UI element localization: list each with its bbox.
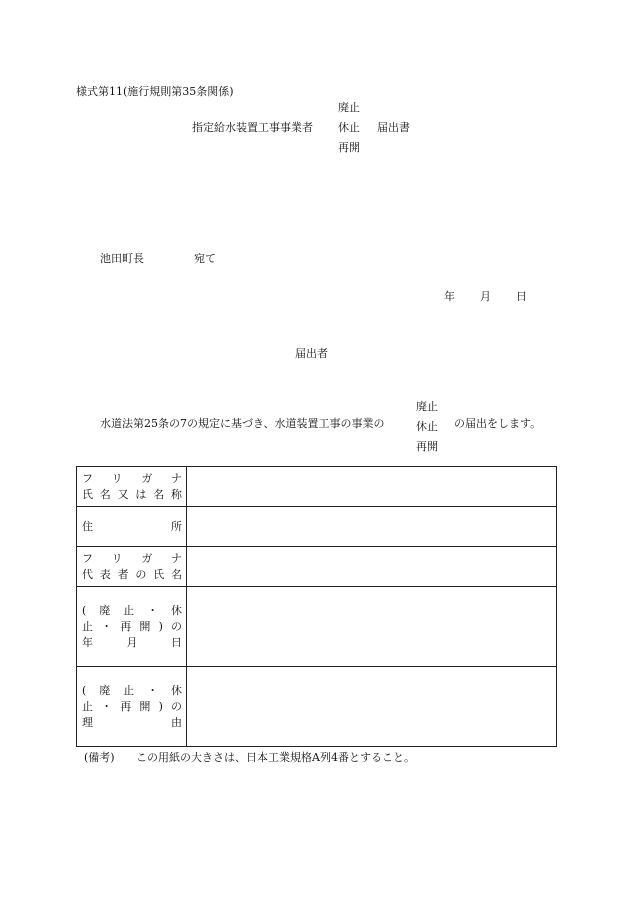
label-char: ( — [82, 603, 87, 617]
addressee-honorific: 宛て — [194, 252, 216, 265]
label-char: ・ — [147, 603, 159, 617]
label-char: 又 — [117, 487, 129, 501]
label-line — [82, 519, 182, 535]
furigana-name-label — [77, 467, 187, 507]
name-value-cell[interactable] — [187, 467, 557, 507]
label-char: ) — [158, 699, 163, 713]
label-char: 者 — [117, 567, 129, 581]
label-char: 開 — [139, 619, 151, 633]
note-label: (備考) — [84, 751, 115, 764]
title-suffix: 届出書 — [377, 121, 410, 134]
table-row — [77, 547, 557, 587]
label-char: 氏 — [82, 487, 93, 501]
label-char: ガ — [141, 551, 153, 565]
label-line — [82, 551, 182, 567]
date-day-label: 日 — [516, 290, 527, 303]
label-char: 再 — [120, 619, 132, 633]
label-char: リ — [111, 551, 123, 565]
change-reason-value-cell[interactable] — [187, 667, 557, 747]
label-line — [82, 603, 182, 619]
table-row — [77, 467, 557, 507]
label-char: ガ — [141, 471, 153, 485]
title-option-haishi: 廃止 — [338, 101, 360, 114]
applicant-label: 届出者 — [295, 347, 328, 360]
notification-table — [76, 466, 557, 747]
label-char: ・ — [147, 683, 159, 697]
statement-option-saikai: 再開 — [416, 440, 438, 453]
representative-value-cell[interactable] — [187, 547, 557, 587]
label-char: 休 — [170, 603, 182, 617]
label-line — [82, 471, 182, 487]
label-char: 表 — [99, 567, 111, 581]
label-line — [82, 619, 182, 635]
label-char: 休 — [170, 683, 182, 697]
label-line — [82, 635, 182, 651]
label-char: ナ — [170, 551, 182, 565]
label-char: 月 — [126, 635, 138, 649]
label-char: 名 — [153, 487, 165, 501]
label-char: 年 — [82, 635, 93, 649]
label-char: 名 — [99, 487, 111, 501]
label-char: 廃 — [99, 683, 111, 697]
label-char: 称 — [170, 487, 182, 501]
label-line — [82, 683, 182, 699]
label-char: 由 — [171, 715, 182, 729]
label-char: フ — [82, 471, 93, 485]
label-char: リ — [111, 471, 123, 485]
label-char: 氏 — [153, 567, 165, 581]
label-char: 日 — [171, 635, 182, 649]
label-char: の — [135, 567, 147, 581]
label-char: 代 — [82, 567, 93, 581]
label-char: 止 — [123, 683, 135, 697]
title-options — [338, 98, 360, 158]
label-line — [82, 715, 182, 731]
label-char: 理 — [82, 715, 93, 729]
change-reason-label — [77, 667, 187, 747]
label-char: フ — [82, 551, 93, 565]
label-char: ( — [82, 683, 87, 697]
date-year-label: 年 — [444, 290, 455, 303]
address-label — [77, 507, 187, 547]
representative-name-label — [77, 547, 187, 587]
note-text: この用紙の大きさは、日本工業規格A列4番とすること。 — [136, 751, 415, 764]
statement-prefix: 水道法第25条の7の規定に基づき、水道装置工事の事業の — [100, 417, 385, 430]
change-date-label — [77, 587, 187, 667]
table-row — [77, 587, 557, 667]
statement-suffix: の届出をします。 — [454, 417, 542, 430]
addressee-name: 池田町長 — [100, 252, 144, 265]
label-char: の — [171, 619, 182, 633]
label-char: 廃 — [99, 603, 111, 617]
table-row — [77, 507, 557, 547]
label-char: ナ — [170, 471, 182, 485]
label-char: ・ — [101, 699, 113, 713]
label-line — [82, 567, 182, 583]
change-date-value-cell[interactable] — [187, 587, 557, 667]
form-number: 様式第11(施行規則第35条関係) — [76, 85, 234, 98]
title-option-kyushi: 休止 — [338, 121, 360, 134]
address-value-cell[interactable] — [187, 507, 557, 547]
title-prefix: 指定給水装置工事事業者 — [192, 121, 313, 134]
label-char: 所 — [171, 519, 182, 533]
label-char: 止 — [82, 699, 93, 713]
statement-option-kyushi: 休止 — [416, 420, 438, 433]
table-row — [77, 667, 557, 747]
label-line — [82, 487, 182, 503]
label-char: ・ — [101, 619, 113, 633]
label-char: の — [171, 699, 182, 713]
label-char: は — [135, 487, 147, 501]
label-char: 止 — [123, 603, 135, 617]
date-month-label: 月 — [480, 290, 491, 303]
label-line — [82, 699, 182, 715]
label-char: 止 — [82, 619, 93, 633]
label-char: 名 — [170, 567, 182, 581]
title-option-saikai: 再開 — [338, 141, 360, 154]
statement-option-haishi: 廃止 — [416, 400, 438, 413]
label-char: 再 — [120, 699, 132, 713]
label-char: 住 — [82, 519, 93, 533]
statement-options — [416, 397, 438, 457]
label-char: ) — [158, 619, 163, 633]
label-char: 開 — [139, 699, 151, 713]
